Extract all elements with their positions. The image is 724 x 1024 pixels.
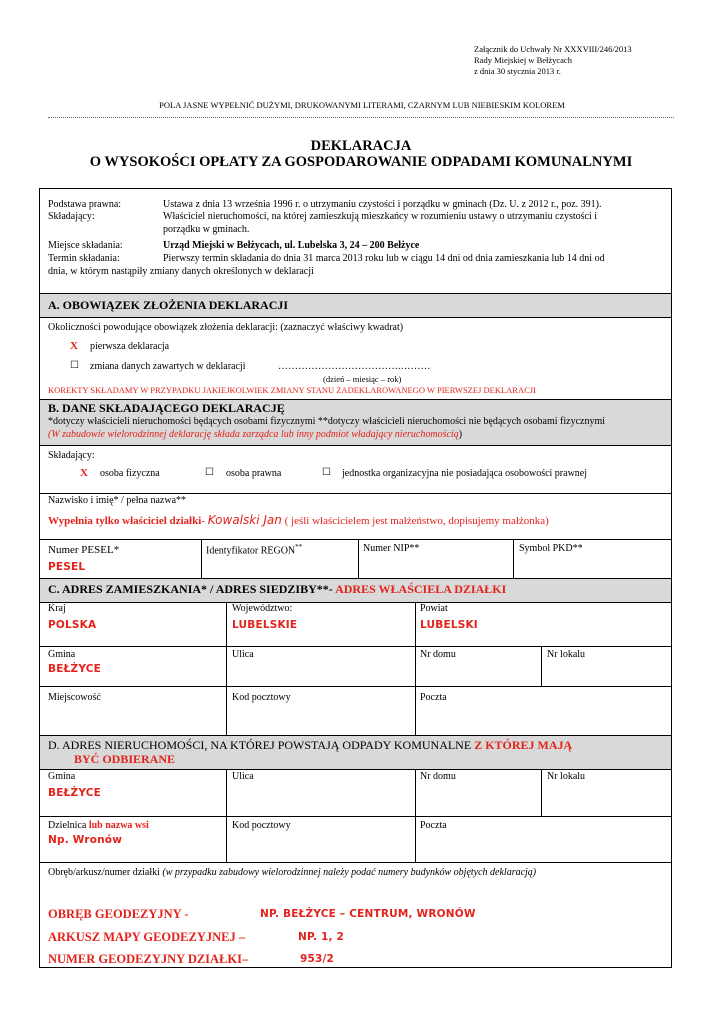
county-value[interactable]: LUBELSKI xyxy=(420,619,478,631)
district-label xyxy=(48,820,149,831)
owner-name-instruction: Wypełnia tylko właściciel działki xyxy=(48,515,202,527)
natural-person-checkbox[interactable]: X xyxy=(80,467,88,479)
legal-basis-label: Podstawa prawna: xyxy=(48,199,122,210)
property-commune-label: Gmina xyxy=(48,771,76,782)
data-change-checkbox[interactable]: ☐ xyxy=(70,360,79,371)
property-house-number-label: Nr domu xyxy=(420,771,456,782)
district-label-text: Dzielnica xyxy=(48,820,87,831)
owner-name-row xyxy=(48,513,549,527)
section-d-title-line-1 xyxy=(48,738,572,753)
geodetic-area-value[interactable]: NP. BEŁŻYCE – CENTRUM, WRONÓW xyxy=(260,908,476,920)
section-d-title-red-1: Z KTÓREJ MAJĄ xyxy=(474,738,573,752)
country-label: Kraj xyxy=(48,603,66,614)
place-value: Urząd Miejski w Bełżycach, ul. Lubelska 3, 24 – 200 Bełżyce xyxy=(163,240,420,251)
apartment-number-label: Nr lokalu xyxy=(547,649,586,660)
property-apartment-label: Nr lokalu xyxy=(547,771,586,782)
org-unit-label: jednostka organizacyjna nie posiadająca osobowości prawnej xyxy=(342,468,588,479)
section-c-title-red: ADRES WŁAŚCIELA DZIAŁKI xyxy=(335,582,507,596)
natural-person-label: osoba fizyczna xyxy=(100,468,160,479)
corrections-warning: KOREKTY SKŁADAMY W PRZYPADKU JAKIEJKOLWIEK ZMIANY STANU ZADEKLAROWANEGO W PIERWSZEJ DEKLARACJI xyxy=(48,385,536,395)
house-number-label: Nr domu xyxy=(420,649,456,660)
deadline-value-1: Pierwszy termin składania do dnia 31 marca 2013 roku lub w ciągu 14 dni od dnia zamieszkania lub 14 dni od xyxy=(163,253,605,264)
property-postal-code-label: Kod pocztowy xyxy=(232,820,291,831)
attachment-line-1: Załącznik do Uchwały Nr XXXVIII/246/2013 xyxy=(474,44,632,54)
legal-person-label: osoba prawna xyxy=(226,468,282,479)
regon-label xyxy=(206,543,302,556)
post-office-label: Poczta xyxy=(420,692,447,703)
commune-label: Gmina xyxy=(48,649,76,660)
street-label: Ulica xyxy=(232,649,254,660)
owner-name-dash: - xyxy=(201,515,205,527)
circumstances-label: Okoliczności powodujące obowiązek złożenia deklaracji: (zaznaczyć właściwy kwadrat) xyxy=(48,322,404,333)
pesel-label: Numer PESEL* xyxy=(48,544,120,556)
multi-family-note: (W zabudowie wielorodzinnej deklarację składa zarządca lub inny podmiot władający nieruchomością xyxy=(48,429,459,440)
legal-person-checkbox[interactable]: ☐ xyxy=(205,467,214,478)
regon-label-sup: ** xyxy=(295,543,303,551)
data-change-label: zmiana danych zawartych w deklaracji xyxy=(90,361,246,372)
declaration-form xyxy=(39,188,672,968)
org-unit-checkbox[interactable]: ☐ xyxy=(322,467,331,478)
county-label: Powiat xyxy=(420,603,448,614)
parcel-number-value[interactable]: 953/2 xyxy=(300,953,335,965)
legal-basis-value: Ustawa z dnia 13 września 1996 r. o utrzymaniu czystości i porządku w gminach (Dz. U. z 2012 r., poz. 391). xyxy=(163,199,602,210)
commune-value[interactable]: BEŁŻYCE xyxy=(48,663,102,675)
property-post-office-label: Poczta xyxy=(420,820,447,831)
section-c-title-text: C. ADRES ZAMIESZKANIA* / ADRES SIEDZIBY**- xyxy=(48,582,333,596)
parcel-hint: (w przypadku zabudowy wielorodzinnej należy podać numery budynków objętych deklaracją) xyxy=(162,867,537,878)
voivodeship-label: Województwo: xyxy=(232,603,293,614)
fill-instruction: POLA JASNE WYPEŁNIĆ DUŻYMI, DRUKOWANYMI LITERAMI, CZARNYM LUB NIEBIESKIM KOLOREM xyxy=(159,100,565,110)
pkd-label: Symbol PKD** xyxy=(519,543,583,554)
header-divider xyxy=(48,117,674,118)
parcel-number-label: NUMER GEODEZYJNY DZIAŁKI– xyxy=(48,952,249,966)
attachment-note xyxy=(474,44,632,77)
section-b-note: *dotyczy właścicieli nieruchomości będących osobami fizycznymi **dotyczy właścicieli nieruchomości nie będących osobami fizycznymi xyxy=(48,416,606,427)
country-value[interactable]: POLSKA xyxy=(48,619,97,631)
property-commune-value[interactable]: BEŁŻYCE xyxy=(48,787,102,799)
geodetic-area-label: OBRĘB GEODEZYJNY - xyxy=(48,907,189,921)
first-declaration-label: pierwsza deklaracja xyxy=(90,341,170,352)
postal-code-label: Kod pocztowy xyxy=(232,692,291,703)
date-format-hint: (dzień – miesiąc – rok) xyxy=(323,374,402,384)
first-declaration-checkbox[interactable]: X xyxy=(70,340,78,352)
city-label: Miejscowość xyxy=(48,692,101,703)
district-label-red: lub nazwa wsi xyxy=(88,820,149,831)
attachment-line-2: Rady Miejskiej w Bełżycach xyxy=(474,55,572,65)
attachment-line-3: z dnia 30 stycznia 2013 r. xyxy=(474,66,561,76)
parcel-label xyxy=(48,867,536,878)
submitter-type-label: Składający: xyxy=(48,450,95,461)
section-d-title-red-2: BYĆ ODBIERANE xyxy=(74,752,176,766)
parcel-label-text: Obręb/arkusz/numer działki xyxy=(48,867,160,878)
multi-family-note-close: ) xyxy=(458,429,463,440)
submitter-value-1: Właściciel nieruchomości, na której zamieszkują mieszkańcy w rozumieniu ustawy o utrzymaniu czystości i xyxy=(163,211,598,222)
pesel-value[interactable]: PESEL xyxy=(48,561,86,573)
section-b-note-red xyxy=(48,429,462,440)
doc-title-line-1: DEKLARACJA xyxy=(310,138,412,154)
change-date-field[interactable]: ……………………………….……… xyxy=(278,361,431,372)
place-label: Miejsce składania: xyxy=(48,240,123,251)
section-b-title: B. DANE SKŁADAJĄCEGO DEKLARACJĘ xyxy=(48,401,285,415)
owner-name-label: Nazwisko i imię* / pełna nazwa** xyxy=(48,495,187,506)
voivodeship-value[interactable]: LUBELSKIE xyxy=(232,619,298,631)
deadline-value-2: dnia, w którym nastąpiły zmiany danych określonych w deklaracji xyxy=(48,266,314,277)
section-a-title: A. OBOWIĄZEK ZŁOŻENIA DEKLARACJI xyxy=(48,298,289,312)
submitter-label: Składający: xyxy=(48,211,95,222)
section-c-title xyxy=(48,582,506,597)
map-sheet-value[interactable]: NP. 1, 2 xyxy=(298,931,345,943)
property-street-label: Ulica xyxy=(232,771,254,782)
district-value[interactable]: Np. Wronów xyxy=(48,834,123,846)
map-sheet-label: ARKUSZ MAPY GEODEZYJNEJ – xyxy=(48,930,246,944)
deadline-label: Termin składania: xyxy=(48,253,120,264)
submitter-value-2: porządku w gminach. xyxy=(163,224,250,235)
regon-label-text: Identyfikator REGON xyxy=(206,545,296,557)
section-d-title-text: D. ADRES NIERUCHOMOŚCI, NA KTÓREJ POWSTAJĄ ODPADY KOMUNALNE xyxy=(48,738,472,752)
owner-name-hint: ( jeśli właścicielem jest małżeństwo, dopisujemy małżonka) xyxy=(284,515,549,527)
owner-name-value[interactable]: Kowalski Jan xyxy=(207,513,282,527)
nip-label: Numer NIP** xyxy=(363,543,420,554)
doc-title-line-2: O WYSOKOŚCI OPŁATY ZA GOSPODAROWANIE ODPADAMI KOMUNALNYMI xyxy=(89,154,633,170)
